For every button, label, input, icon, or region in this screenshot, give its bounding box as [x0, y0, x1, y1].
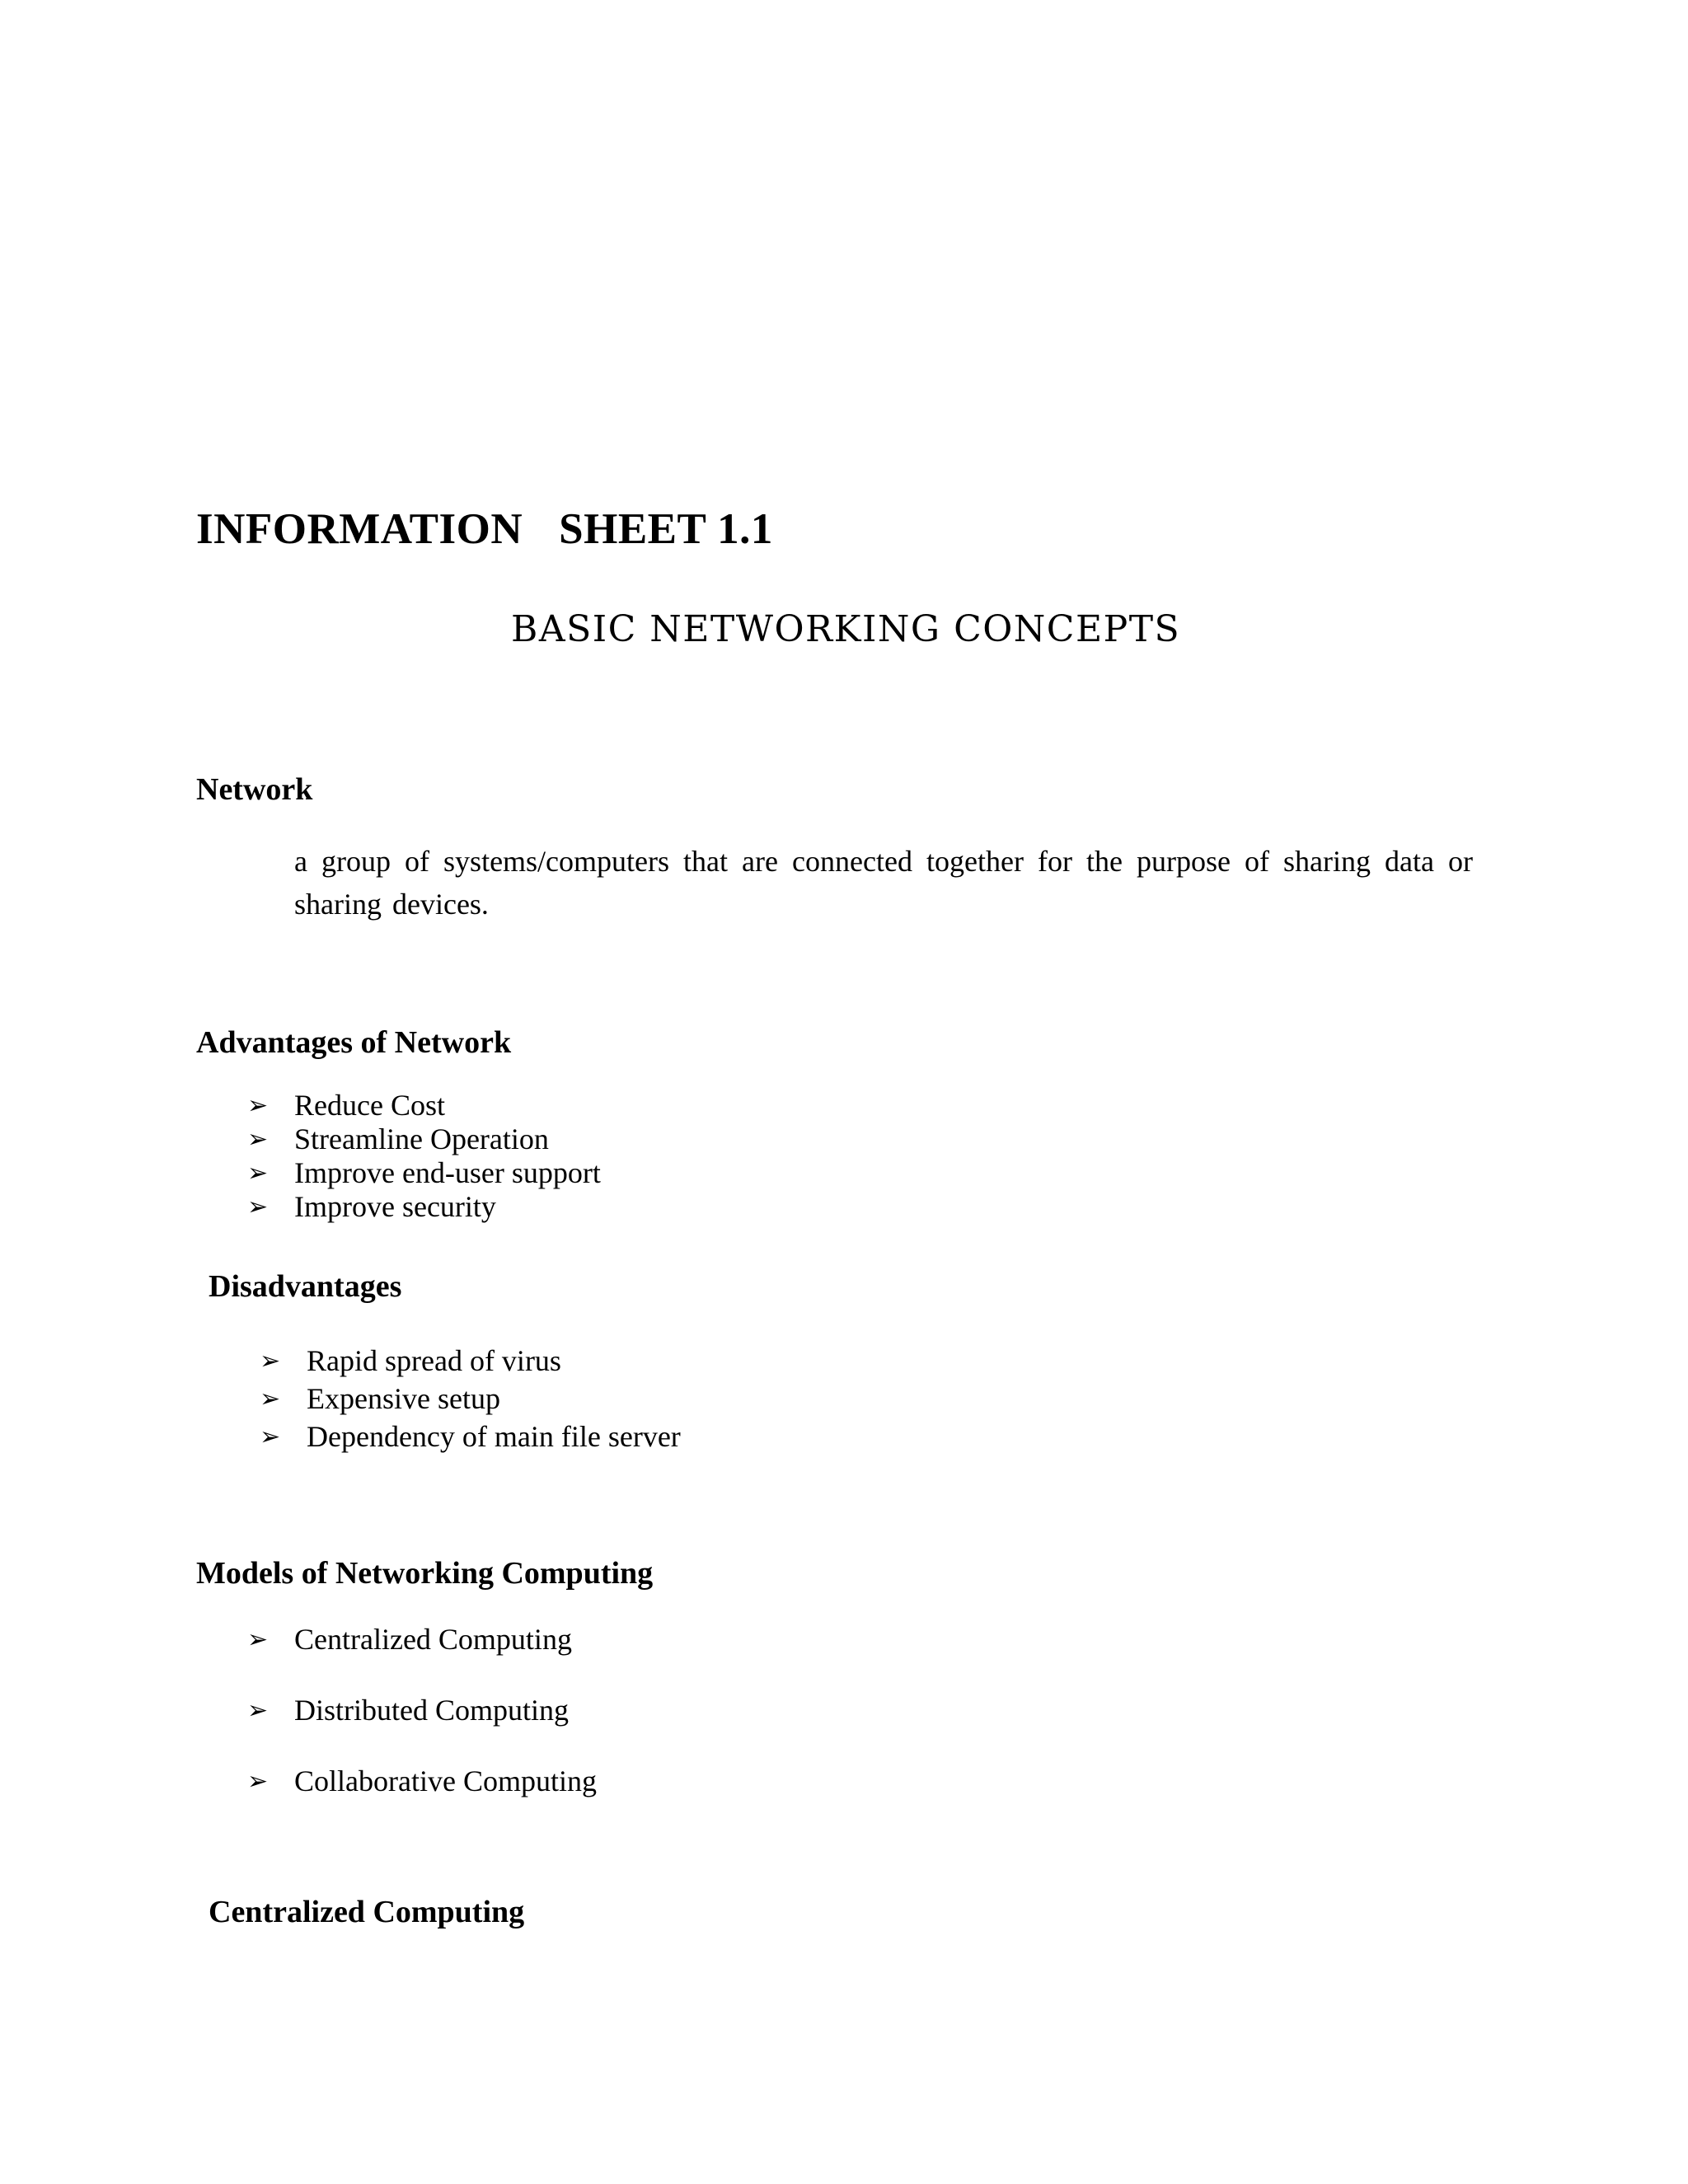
arrowhead-bullet-icon: ➢ — [247, 1696, 269, 1725]
page-subtitle: BASIC NETWORKING CONCEPTS — [511, 608, 1181, 650]
arrowhead-bullet-icon: ➢ — [247, 1625, 269, 1654]
arrowhead-bullet-icon: ➢ — [247, 1193, 269, 1221]
title-part-information: INFORMATION — [196, 505, 523, 553]
arrowhead-bullet-icon: ➢ — [260, 1347, 281, 1376]
title-part-sheet-number: SHEET 1.1 — [559, 505, 773, 553]
page-title — [196, 504, 773, 554]
heading-network: Network — [196, 772, 313, 807]
heading-models: Models of Networking Computing — [196, 1556, 654, 1591]
network-definition: a group of systems/computers that are connected together for the purpose of sharing data or sharing devices. — [294, 845, 1473, 921]
arrowhead-bullet-icon: ➢ — [247, 1159, 269, 1188]
arrowhead-bullet-icon: ➢ — [247, 1091, 269, 1120]
heading-centralized-computing: Centralized Computing — [209, 1895, 525, 1929]
arrowhead-bullet-icon: ➢ — [247, 1767, 269, 1796]
arrowhead-bullet-icon: ➢ — [247, 1125, 269, 1154]
arrowhead-bullet-icon: ➢ — [260, 1385, 281, 1413]
arrowhead-bullet-icon: ➢ — [260, 1422, 281, 1451]
heading-disadvantages: Disadvantages — [209, 1269, 402, 1304]
heading-advantages: Advantages of Network — [196, 1025, 512, 1060]
